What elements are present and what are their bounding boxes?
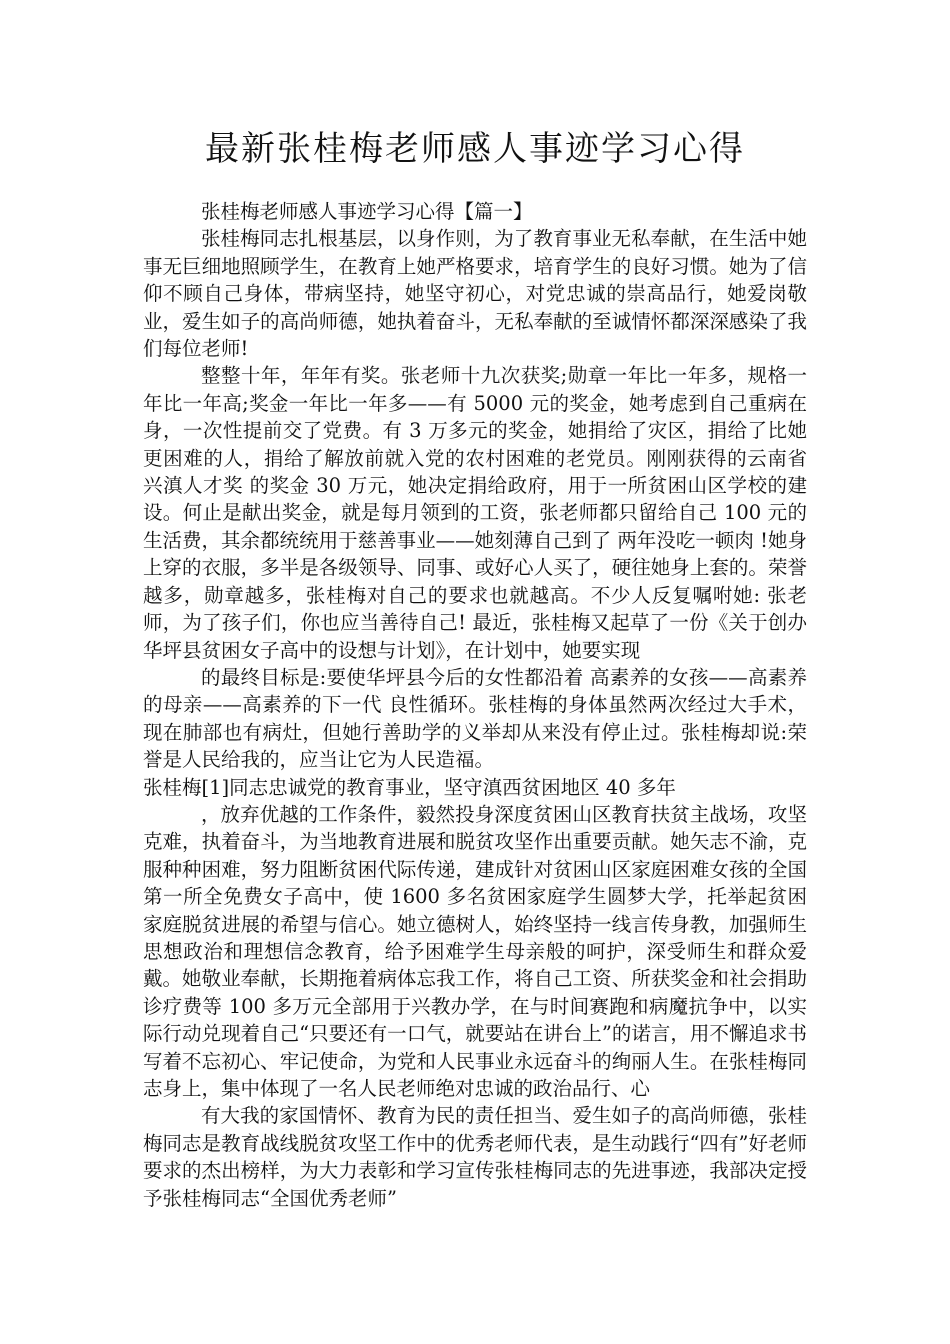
- paragraph: 有大我的家国情怀、教育为民的责任担当、爱生如子的高尚师德，张桂梅同志是教育战线脱贫攻坚工作中的优秀老师代表，是生动践行“四有”好老师要求的杰出榜样，为大力表彰和学习宣传张桂梅同志的先进事迹，我部决定授予张桂梅同志“全国优秀老师”: [143, 1104, 807, 1210]
- paragraph: 的最终目标是:要使华坪县今后的女性都沿着 高素养的女孩——高素养的母亲——高素养的下一代 良性循环。张桂梅的身体虽然两次经过大手术，现在肺部也有病灶，但她行善助学的义举却从来没有停止过。张桂梅却说:荣誉是人民给我的，应当让它为人民造福。: [143, 665, 807, 772]
- paragraph: ，放弃优越的工作条件，毅然投身深度贫困山区教育扶贫主战场，攻坚克难，执着奋斗，为当地教育进展和脱贫攻坚作出重要贡献。她矢志不渝，克服种种困难，努力阻断贫困代际传递，建成针对贫困山区家庭困难女孩的全国第一所全免费女子高中，使 1600 多名贫困家庭学生圆梦大学，托举起贫困家庭脱贫进展的希望与信心。她立德树人，始终坚持一线言传身教，加强师生思想政治和理想信念教育，给予困难学生母亲般的呵护，深受师生和群众爱戴。她敬业奉献，长期拖着病体忘我工作，将自己工资、所获奖金和社会捐助诊疗费等 100 多万元全部用于兴教办学，在与时间赛跑和病魔抗争中，以实际行动兑现着自己“只要还有一口气，就要站在讲台上”的诺言，用不懈追求书写着不忘初心、牢记使命，为党和人民事业永远奋斗的绚丽人生。在张桂梅同志身上，集中体现了一名人民老师绝对忠诚的政治品行、心: [143, 802, 807, 1100]
- paragraph: 张桂梅同志扎根基层，以身作则，为了教育事业无私奉献，在生活中她事无巨细地照顾学生，在教育上她严格要求，培育学生的良好习惯。她为了信仰不顾自己身体，带病坚持，她坚守初心，对党忠诚的崇高品行，她爱岗敬业，爱生如子的高尚师德，她执着奋斗，无私奉献的至诚情怀都深深感染了我们每位老师!: [143, 227, 807, 361]
- document-title: 最新张桂梅老师感人事迹学习心得: [205, 129, 745, 169]
- document-body: [143, 198, 807, 1212]
- paragraph: 张桂梅[1]同志忠诚党的教育事业，坚守滇西贫困地区 40 多年: [143, 775, 676, 799]
- section-heading: 张桂梅老师感人事迹学习心得【篇一】: [201, 200, 533, 223]
- paragraph: 整整十年，年年有奖。张老师十九次获奖;勋章一年比一年多，规格一年比一年高;奖金一年比一年多——有 5000 元的奖金，她考虑到自己重病在身，一次性提前交了党费。有 3 万多元的奖金，她捐给了灾区，捐给了比她更困难的人，捐给了解放前就入党的农村困难的老党员。刚刚获得的云南省 兴滇人才奖 的奖金 30 万元，她决定捐给政府，用于一所贫困山区学校的建设。何止是献出奖金，就是每月领到的工资，张老师都只留给自己 100 元的生活费，其余都统统用于慈善事业——她刻薄自己到了 两年没吃一顿肉 !她身上穿的衣服，多半是各级领导、同事、或好心人买了，硬往她身上套的。荣誉越多，勋章越多，张桂梅对自己的要求也就越高。不少人反复嘱咐她: 张老师，为了孩子们，你也应当善待自己! 最近，张桂梅又起草了一份《关于创办华坪县贫困女子高中的设想与计划》，在计划中，她要实现: [143, 364, 807, 662]
